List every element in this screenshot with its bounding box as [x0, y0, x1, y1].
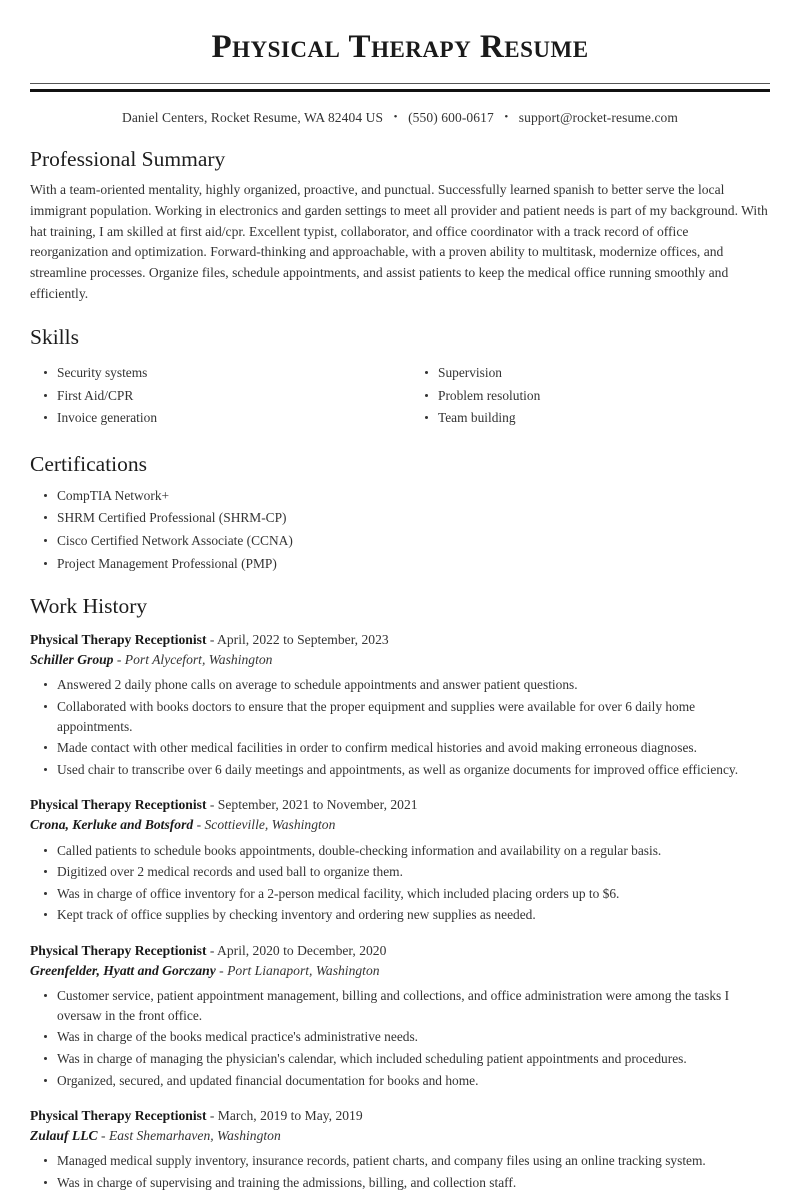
section-title-skills: Skills [30, 325, 79, 350]
contact-address: Daniel Centers, Rocket Resume, WA 82404 US [121, 109, 384, 125]
list-item: Team building [411, 408, 770, 428]
list-item: Called patients to schedule books appointments, double-checking information and availability on a regular basis. [30, 841, 770, 861]
job-dates: April, 2020 to December, 2020 [217, 942, 387, 958]
section-title-work-history: Work History [30, 594, 148, 619]
list-item: Managed medical supply inventory, insurance records, patient charts, and company files using an online tracking system. [30, 1151, 770, 1171]
list-item: SHRM Certified Professional (SHRM-CP) [30, 508, 770, 528]
work-history-entry [30, 795, 770, 925]
work-history-entry [30, 941, 770, 1090]
job-title-dash: - [206, 797, 218, 813]
job-dates: March, 2019 to May, 2019 [217, 1108, 363, 1124]
job-title: Physical Therapy Receptionist [30, 797, 207, 813]
job-location: Port Alycefort, Washington [124, 651, 273, 667]
list-item: CompTIA Network+ [30, 486, 770, 506]
job-company-line [30, 815, 770, 835]
contact-separator-2: • [504, 110, 509, 123]
job-title-dash: - [206, 631, 218, 647]
list-item: Used chair to transcribe over 6 daily meetings and appointments, as well as organize documents for improved office efficiency. [30, 760, 770, 780]
job-location: Port Lianaport, Washington [227, 962, 380, 978]
contact-phone: (550) 600-0617 [408, 109, 494, 125]
job-title-line [30, 1106, 770, 1126]
job-location: East Shemarhaven, Washington [108, 1127, 281, 1143]
contact-email: support@rocket-resume.com [518, 109, 679, 125]
job-location: Scottieville, Washington [204, 816, 336, 832]
resume-document [0, 28, 800, 1193]
job-company: Schiller Group [30, 651, 114, 667]
list-item: Customer service, patient appointment management, billing and collections, and office administration were among the tasks I oversaw in the front office. [30, 986, 770, 1025]
skills-list-left [30, 363, 400, 428]
summary-text: With a team-oriented mentality, highly organized, proactive, and punctual. Successfully learned spanish to better serve the local immigrant population. Working in electronics and garden settings to meet all provider and patient needs is part of my background. With hat training, I am skilled at first aid/cpr. Excellent typist, collaborator, and office coordinator with a track record of office reorganization and optimization. Forward-thinking and approachable, with a proven ability to multitask, modernize offices, and streamline processes. Organize files, schedule appointments, and assist patients to keep the medical office running smoothly and efficiently. [30, 182, 768, 301]
section-work-history [30, 593, 770, 1193]
list-item: Supervision [411, 363, 770, 383]
contact-line [30, 110, 770, 126]
list-item: Kept track of office supplies by checking inventory and ordering new supplies as needed. [30, 905, 770, 925]
job-bullets [30, 675, 770, 779]
job-title-line [30, 795, 770, 815]
job-company: Zulauf LLC [30, 1127, 98, 1143]
certifications-list [30, 486, 770, 573]
list-item: Problem resolution [411, 386, 770, 406]
list-item: Project Management Professional (PMP) [30, 554, 770, 574]
list-item: Cisco Certified Network Associate (CCNA) [30, 531, 770, 551]
section-title-summary: Professional Summary [30, 146, 226, 171]
job-bullets [30, 986, 770, 1090]
list-item: Was in charge of managing the physician's calendar, which included scheduling patient appointments and procedures. [30, 1049, 770, 1069]
job-bullets [30, 841, 770, 925]
job-company: Greenfelder, Hyatt and Gorczany [30, 962, 216, 978]
job-title-line [30, 630, 770, 650]
job-company-dash: - [97, 1127, 109, 1143]
list-item: Was in charge of the books medical practice's administrative needs. [30, 1027, 770, 1047]
contact-separator-1: • [393, 110, 398, 123]
job-title-dash: - [206, 942, 218, 958]
job-company-dash: - [113, 651, 125, 667]
job-bullets [30, 1151, 770, 1192]
header-divider [30, 83, 770, 92]
work-history-entry [30, 1106, 770, 1193]
job-company-line [30, 650, 770, 670]
list-item: Invoice generation [30, 408, 400, 428]
list-item: Was in charge of office inventory for a 2-person medical facility, which included placing orders up to $6. [30, 884, 770, 904]
job-title: Physical Therapy Receptionist [30, 942, 207, 958]
job-company-line [30, 961, 770, 981]
work-history-entry [30, 630, 770, 779]
list-item: Security systems [30, 363, 400, 383]
job-title: Physical Therapy Receptionist [30, 1108, 207, 1124]
job-company: Crona, Kerluke and Botsford [30, 816, 194, 832]
list-item: Answered 2 daily phone calls on average to schedule appointments and answer patient questions. [30, 675, 770, 695]
list-item: Collaborated with books doctors to ensure that the proper equipment and supplies were available for over 6 daily home appointments. [30, 697, 770, 736]
list-item: Made contact with other medical facilities in order to confirm medical histories and avoid making erroneous diagnoses. [30, 738, 770, 758]
job-company-dash: - [215, 962, 228, 978]
skills-column-left [30, 359, 400, 431]
page-title: Physical Therapy Resume [211, 29, 589, 65]
list-item: First Aid/CPR [30, 386, 400, 406]
job-dates: April, 2022 to September, 2023 [217, 631, 389, 647]
job-title-line [30, 941, 770, 961]
section-skills [30, 324, 770, 431]
section-professional-summary [30, 146, 770, 305]
job-company-line [30, 1126, 770, 1146]
section-certifications [30, 451, 770, 573]
skills-list-right [411, 363, 770, 428]
skills-columns [30, 359, 770, 431]
job-title-dash: - [206, 1108, 218, 1124]
job-company-dash: - [193, 816, 205, 832]
skills-column-right [400, 359, 770, 431]
job-dates: September, 2021 to November, 2021 [217, 797, 418, 813]
job-title: Physical Therapy Receptionist [30, 631, 207, 647]
list-item: Digitized over 2 medical records and used ball to organize them. [30, 862, 770, 882]
section-title-certifications: Certifications [30, 451, 148, 476]
list-item: Was in charge of supervising and training the admissions, billing, and collection staff. [30, 1173, 770, 1193]
list-item: Organized, secured, and updated financial documentation for books and home. [30, 1071, 770, 1091]
